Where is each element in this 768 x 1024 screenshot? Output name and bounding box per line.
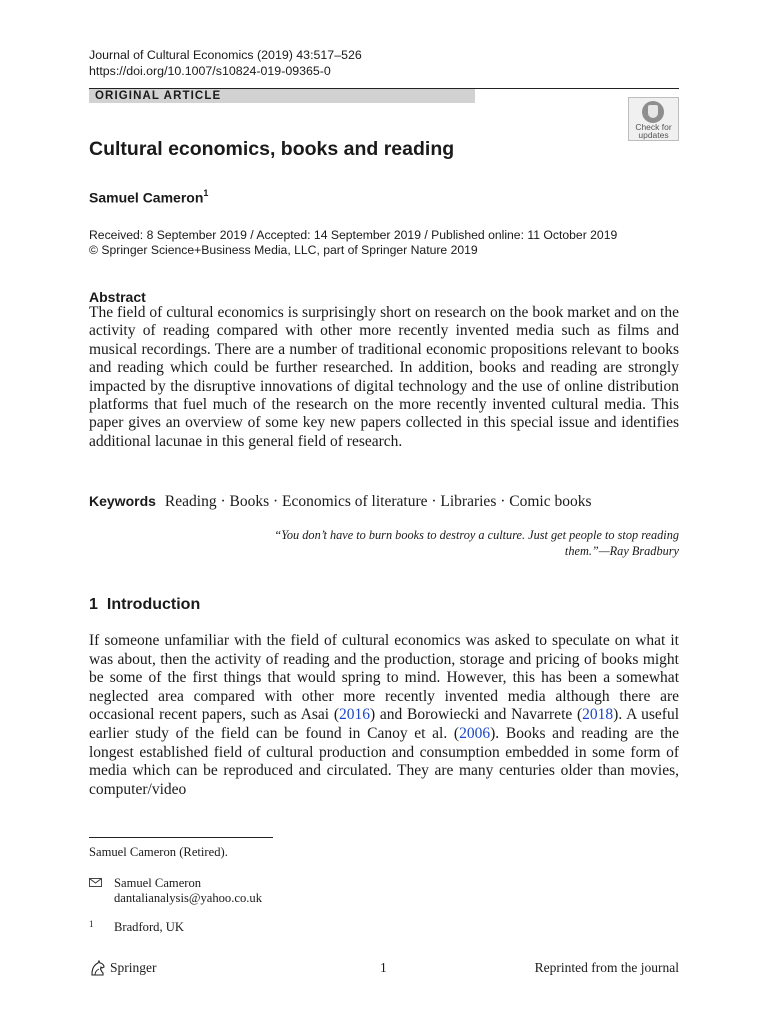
citation-link-canoy[interactable]: 2006 <box>459 724 491 742</box>
author-name-text: Samuel Cameron <box>89 189 204 206</box>
section-title: Introduction <box>106 596 201 613</box>
footnote-divider <box>89 837 273 838</box>
abstract-text: The field of cultural economics is surprisingly short on research on the book market and on the activity of reading compared with other more recently invented media such as films and musical recordings. There are a number of traditional economic propositions relevant to books and reading which could be further researched. In addition, books and reading are strongly impacted by the disruptive innovations of digital technology and the use of online distribution platforms that fuel much of the research on the more recently invented cultural media. This paper gives an overview of some key new papers collected in this special issue and identifies additional lacunae in this general field of research. <box>89 304 679 450</box>
article-type-banner <box>89 89 475 103</box>
affiliation-text: Bradford, UK <box>114 920 184 934</box>
contact-name: Samuel Cameron <box>114 876 202 890</box>
article-type-label: ORIGINAL ARTICLE <box>95 90 222 102</box>
page-number: 1 <box>380 960 387 975</box>
reprint-notice: Reprinted from the journal <box>534 960 679 975</box>
epigraph-line-2: them.”—Ray Bradbury <box>564 543 679 558</box>
author-status-note: Samuel Cameron (Retired). <box>89 845 228 859</box>
intro-text-part-1: If someone unfamiliar with the field of cultural economics was asked to speculate on what it was about, then the activity of reading and the production, storage and pricing of books might be some of the first things that would spring to mind. However, this has been a somewhat neglected area compared with other more recently invented media although there are occasional recent papers, such as Asai ( <box>89 632 679 724</box>
section-heading <box>89 595 200 615</box>
publisher-name: Springer <box>110 960 157 975</box>
author-name[interactable] <box>89 184 208 208</box>
check-updates-label-2: updates <box>638 130 669 140</box>
check-for-updates-button[interactable] <box>628 97 679 141</box>
journal-reference: Journal of Cultural Economics (2019) 43:517–526 <box>89 48 362 62</box>
keywords-label: Keywords <box>89 493 156 509</box>
intro-text-part-3: ). A useful earlier study of the field can be found in Canoy et al. ( <box>89 706 680 742</box>
publication-dates: Received: 8 September 2019 / Accepted: 14 September 2019 / Published online: 11 October 2019 <box>89 228 618 242</box>
keywords <box>89 491 679 512</box>
abstract-heading: Abstract <box>89 289 146 305</box>
envelope-icon <box>89 878 102 887</box>
copyright-notice: © Springer Science+Business Media, LLC, part of Springer Nature 2019 <box>89 243 478 257</box>
section-number: 1 <box>89 596 98 613</box>
springer-horse-icon <box>89 959 107 977</box>
introduction-paragraph <box>89 632 679 799</box>
epigraph-quote <box>200 528 679 559</box>
author-affiliation-mark: 1 <box>203 188 209 198</box>
citation-link-asai[interactable]: 2016 <box>339 706 371 724</box>
epigraph-line-1: “You don’t have to burn books to destroy a culture. Just get people to stop reading <box>274 528 679 542</box>
intro-text-part-4: ). Books and reading are the longest established field of cultural production and consumption embedded in some form of media which can be reproduced and circulated. They are many centuries older than movies, computer/video <box>89 724 680 798</box>
citation-link-borowiecki[interactable]: 2018 <box>582 706 614 724</box>
check-updates-label: Check for <box>635 122 672 132</box>
article-title: Cultural economics, books and reading <box>89 138 455 160</box>
doi-link[interactable]: https://doi.org/10.1007/s10824-019-09365-0 <box>89 64 331 78</box>
bookmark-icon <box>642 101 664 123</box>
affiliation-number: 1 <box>89 919 94 929</box>
keywords-list: Reading · Books · Economics of literature · Libraries · Comic books <box>164 493 592 510</box>
contact-email-link[interactable]: dantalianalysis@yahoo.co.uk <box>114 891 262 905</box>
intro-text-part-2: ) and Borowiecki and Navarrete ( <box>370 706 583 724</box>
